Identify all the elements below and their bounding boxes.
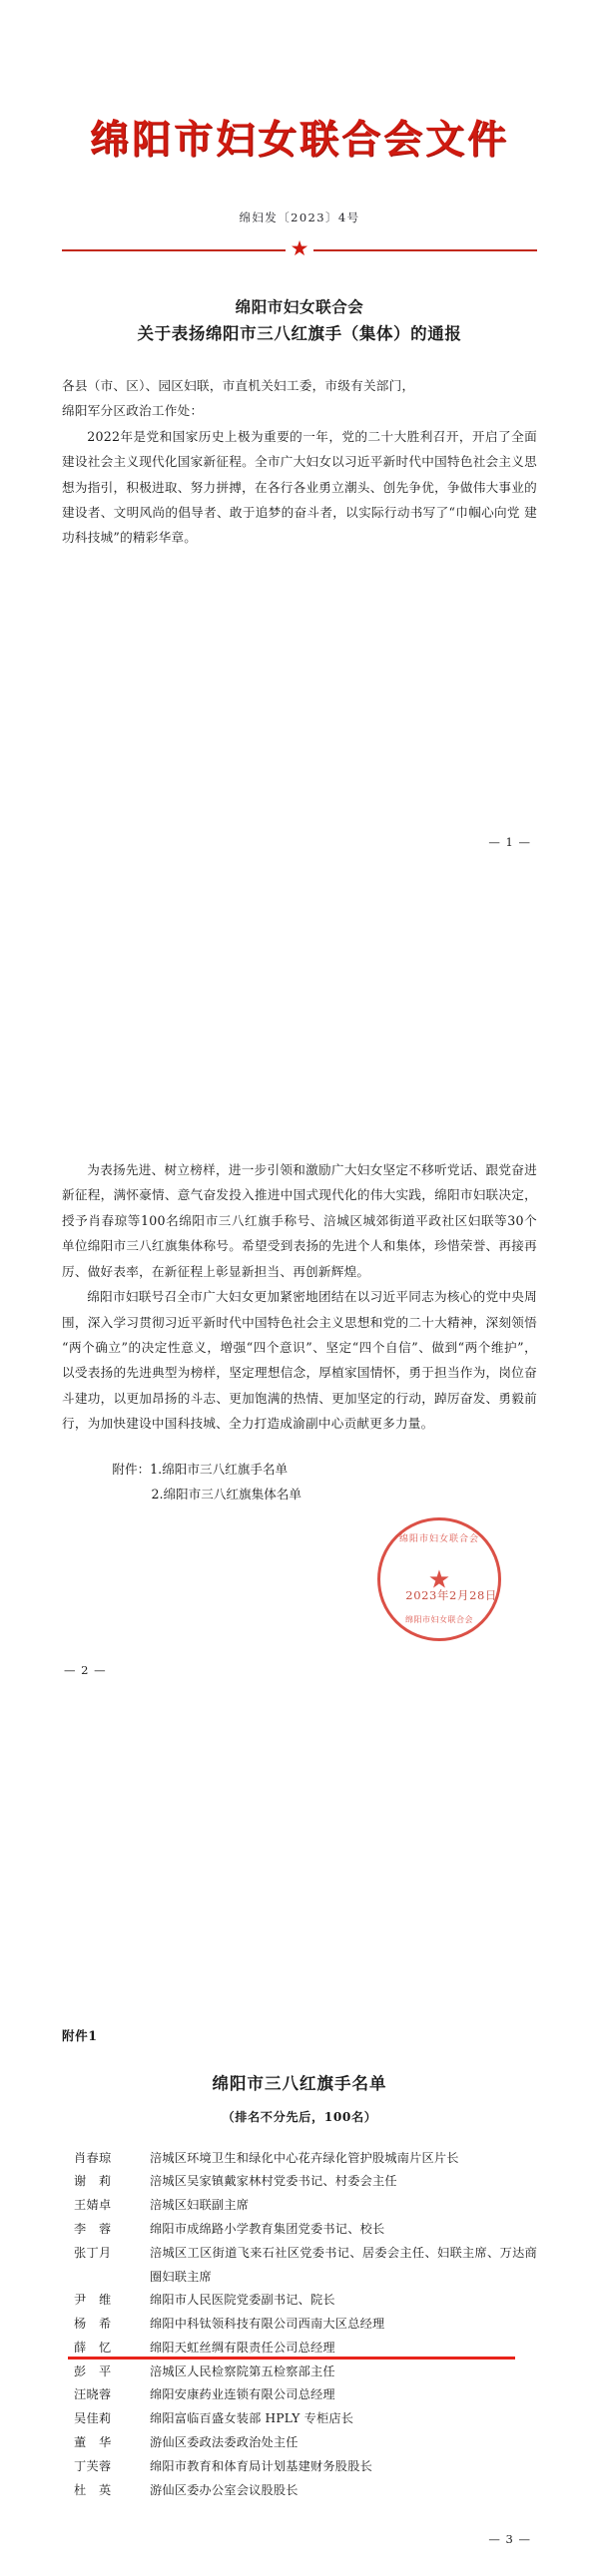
roster-name: 薛 忆 — [62, 2337, 142, 2361]
seal-bottom-text: 绵阳市妇女联合会 — [405, 1614, 473, 1624]
official-seal — [377, 1517, 501, 1641]
roster-title: 绵阳市成绵路小学教育集团党委书记、校长 — [150, 2221, 385, 2236]
roster-name: 杨 希 — [74, 2317, 112, 2332]
body-text-page-2 — [62, 1157, 537, 1437]
roster-name: 肖春琼 — [74, 2150, 112, 2165]
table-row — [62, 2218, 537, 2242]
roster-table — [62, 2147, 537, 2503]
table-row — [62, 2242, 537, 2290]
roster-title: 绵阳市人民医院党委副书记、院长 — [150, 2293, 335, 2308]
annex-label: 附件1 — [62, 2027, 98, 2043]
roster-name: 李 蓉 — [74, 2221, 112, 2236]
salutation-line-2: 绵阳军分区政治工作处： — [62, 403, 204, 419]
page-2-bottom-spacer — [62, 1677, 537, 1961]
page-number-3: — 3 — — [488, 2532, 531, 2547]
table-row — [62, 2194, 537, 2218]
annex-subtitle: （排名不分先后，100名） — [222, 2109, 377, 2124]
page-number-1: — 1 — — [488, 834, 531, 849]
table-row — [62, 2289, 537, 2313]
seal-date: 2023年2月28日 — [405, 1587, 497, 1602]
heading-line-2: 关于表扬绵阳市三八红旗手（集体）的通报 — [137, 323, 462, 343]
roster-name: 吴佳莉 — [74, 2411, 112, 2426]
seal-top-text: 绵阳市妇女联合会 — [398, 1533, 479, 1544]
document-page-3 — [0, 1961, 599, 2576]
roster-name: 尹 维 — [74, 2293, 112, 2308]
separator-bar-right — [313, 249, 537, 252]
annex-title: 绵阳市三八红旗手名单 — [212, 2073, 387, 2093]
salutation-line-1: 各县（市、区）、园区妇联，市直机关妇工委，市级有关部门， — [62, 377, 415, 393]
page-3-bottom-spacer — [62, 2502, 537, 2532]
paragraph-2: 为表扬先进、树立榜样，进一步引领和激励广大妇女坚定不移听党话、跟党奋进新征程，满怀豪情、意气奋发投入推进中国式现代化的伟大实践，绵阳市妇联决定，授予肖春琼等100名绵阳市三八红旗手称号、涪城区城郊街道平政社区妇联等30个单位绵阳市三八红旗集体称号。希望受到表扬的先进个人和集体，珍惜荣誉、再接再厉、做好表率，在新征程上彰显新担当、再创新辉煌。 — [62, 1161, 537, 1279]
official-seal-zone — [62, 1513, 537, 1663]
page-1-bottom-spacer — [62, 551, 537, 835]
roster-title: 绵阳富临百盛女装部 HPLY 专柜店长 — [150, 2411, 354, 2426]
roster-name: 汪晓蓉 — [74, 2387, 112, 2402]
page-3-top-spacer — [62, 1961, 537, 2025]
table-row — [62, 2479, 537, 2503]
roster-name: 彭 平 — [74, 2363, 112, 2378]
roster-name: 丁芙蓉 — [74, 2458, 112, 2473]
red-star-icon: ★ — [290, 236, 309, 261]
roster-name: 张丁月 — [74, 2245, 112, 2260]
page-number-2: — 2 — — [64, 1662, 107, 1677]
masthead-top-spacer — [62, 0, 537, 118]
roster-title: 绵阳安康药业连锁有限公司总经理 — [150, 2387, 335, 2402]
page-2-top-spacer — [62, 849, 537, 1133]
document-page-1 — [0, 0, 599, 849]
attachment-label: 附件： — [112, 1461, 151, 1477]
roster-title: 涪城区环境卫生和绿化中心花卉绿化管护股城南片区片长 — [150, 2150, 459, 2165]
table-row — [62, 2337, 537, 2361]
table-row — [62, 2431, 537, 2455]
page-3-tail-spacer — [62, 2546, 537, 2576]
attachment-text-1: 1.绵阳市三八红旗手名单 — [150, 1461, 289, 1477]
table-row — [62, 2170, 537, 2194]
body-text-page-1 — [62, 373, 537, 551]
roster-title: 绵阳中科钛领科技有限公司西南大区总经理 — [150, 2317, 385, 2332]
roster-title: 绵阳天虹丝绸有限责任公司总经理 — [142, 2337, 537, 2361]
roster-name: 谢 莉 — [74, 2174, 112, 2189]
roster-table-body — [62, 2147, 537, 2503]
roster-title: 涪城区妇联副主席 — [150, 2198, 250, 2213]
table-row — [62, 2407, 537, 2431]
roster-name: 董 华 — [74, 2434, 112, 2449]
red-star-separator — [62, 236, 537, 261]
table-row — [62, 2147, 537, 2171]
roster-title: 涪城区人民检察院第五检察部主任 — [150, 2363, 335, 2378]
attachment-item-1 — [112, 1457, 537, 1482]
seal-star-icon: ★ — [427, 1564, 451, 1594]
roster-name: 王婧卓 — [74, 2198, 112, 2213]
table-row — [62, 2313, 537, 2337]
roster-title: 游仙区委政法委政治处主任 — [150, 2434, 299, 2449]
document-number: 绵妇发〔2023〕4号 — [239, 210, 360, 224]
table-row — [62, 2455, 537, 2479]
roster-title: 涪城区吴家镇戴家林村党委书记、村委会主任 — [150, 2174, 397, 2189]
roster-title: 涪城区工区街道飞来石社区党委书记、居委会主任、妇联主席、万达商圈妇联主席 — [150, 2245, 537, 2284]
table-row — [62, 2383, 537, 2407]
separator-bar-left — [62, 249, 286, 252]
document-heading — [62, 293, 537, 349]
attachment-item-2 — [112, 1482, 537, 1506]
masthead-title: 绵阳市妇女联合会文件 — [89, 117, 509, 163]
roster-name: 杜 英 — [74, 2482, 112, 2497]
document-page-2 — [0, 849, 599, 1961]
attachment-text-2: 2.绵阳市三八红旗集体名单 — [151, 1487, 301, 1503]
roster-title: 游仙区委办公室会议股股长 — [150, 2482, 299, 2497]
heading-line-1: 绵阳市妇女联合会 — [235, 296, 364, 316]
attachment-list — [62, 1457, 537, 1507]
paragraph-3: 绵阳市妇联号召全市广大妇女更加紧密地团结在以习近平同志为核心的党中央周围，深入学习贯彻习近平新时代中国特色社会主义思想和党的二十大精神，深刻领悟“两个确立”的决定性意义，增强“四个意识”、坚定“四个自信”、做到“两个维护”，以受表扬的先进典型为榜样，坚定理想信念，厚植家国情怀，勇于担当作为，岗位奋斗建功，以更加昂扬的斗志、更加饱满的热情、更加坚定的行动，踔厉奋发、勇毅前行，为加快建设中国科技城、全力打造成渝副中心贡献更多力量。 — [62, 1289, 537, 1432]
roster-title: 绵阳市教育和体育局计划基建财务股股长 — [150, 2458, 372, 2473]
paragraph-1: 2022年是党和国家历史上极为重要的一年，党的二十大胜利召开，开启了全面建设社会主义现代化国家新征程。全市广大妇女以习近平新时代中国特色社会主义思想为指引，积极进取、努力拼搏，在各行各业勇立潮头、创先争优，争做伟大事业的建设者、文明风尚的倡导者、敢于追梦的奋斗者，以实际行动书写了“巾帼心向党 建功科技城”的精彩华章。 — [62, 428, 537, 546]
table-row — [62, 2361, 537, 2384]
